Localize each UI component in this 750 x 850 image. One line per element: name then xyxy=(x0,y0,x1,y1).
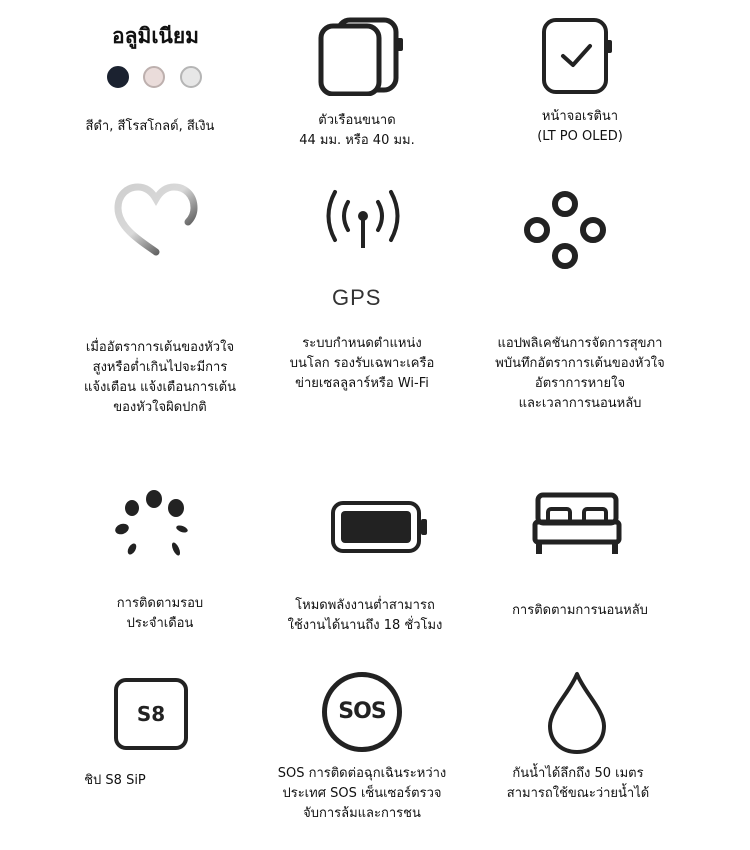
cycle-caption: การติดตามรอบ ประจำเดือน xyxy=(116,596,204,631)
gps-label: GPS xyxy=(332,285,382,310)
chip-caption: ชิป S8 SiP xyxy=(84,773,146,788)
cycle-tracking-icon xyxy=(108,485,198,565)
battery-icon xyxy=(330,500,430,554)
material-title: อลูมิเนียม xyxy=(112,24,200,48)
circles-icon xyxy=(522,190,610,274)
swatch-midnight[interactable] xyxy=(107,66,129,88)
swatch-rose-gold[interactable] xyxy=(143,66,165,88)
watch-check-icon xyxy=(540,16,616,96)
bed-icon xyxy=(532,492,622,558)
heart-caption: เมื่ออัตราการเต้นของหัวใจ สูงหรือต่ำเกินไปจะมีการ แจ้งเตือน แจ้งเตือนการเต้น ของหัวใจผิดปกติ xyxy=(84,340,236,415)
water-caption: กันน้ำได้ลึกถึง 50 เมตร สามารถใช้ขณะว่ายน้ำได้ xyxy=(506,766,650,801)
heart-icon xyxy=(112,182,200,258)
health-apps-caption: แอปพลิเคชันการจัดการสุขภา พบันทึกอัตราการเต้นของหัวใจ อัตราการหายใจ และเวลาการนอนหลับ xyxy=(495,336,665,411)
swatch-silver[interactable] xyxy=(180,66,202,88)
watch-icon xyxy=(316,16,408,96)
colors-caption: สีดำ, สีโรสโกลด์, สีเงิน xyxy=(85,119,215,134)
chip-label: S8 xyxy=(136,702,166,726)
gps-caption: ระบบกำหนดตำแหน่ง บนโลก รองรับเฉพาะเครือ ข่ายเซลลูลาร์หรือ Wi-Fi xyxy=(289,336,435,391)
gps-antenna-icon xyxy=(318,186,408,250)
sos-caption: SOS การติดต่อฉุกเฉินระหว่าง ประเทศ SOS เซ็นเซอร์ตรวจ จับการล้มและการชน xyxy=(277,766,447,821)
water-drop-icon xyxy=(546,670,608,756)
retina-caption: หน้าจอเรตินา (LT PO OLED) xyxy=(537,109,623,144)
battery-caption: โหมดพลังงานต่ำสามารถ ใช้งานได้นานถึง 18 ชั่วโมง xyxy=(287,598,443,633)
case-size-caption: ตัวเรือนขนาด 44 มม. หรือ 40 มม. xyxy=(299,113,415,148)
sos-icon xyxy=(322,672,402,752)
sos-label: SOS xyxy=(338,699,386,724)
chip-icon xyxy=(114,678,188,750)
sleep-caption: การติดตามการนอนหลับ xyxy=(512,603,648,618)
